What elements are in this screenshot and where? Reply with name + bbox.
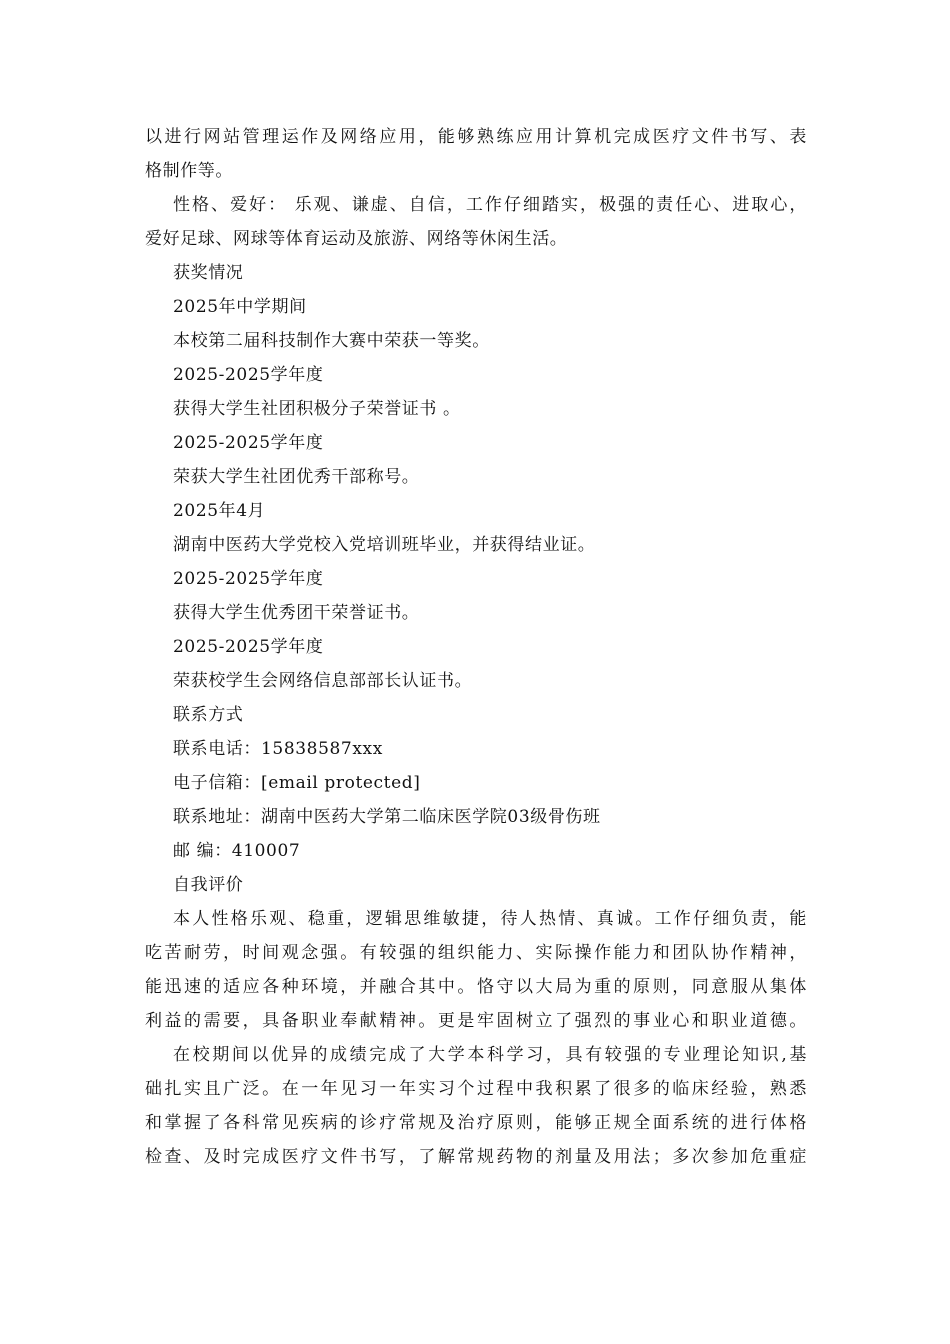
award-date: 2025-2025学年度	[173, 569, 324, 589]
paragraph-line: 础扎实且广泛。在一年见习一年实习个过程中我积累了很多的临床经验，熟悉	[145, 1079, 807, 1099]
award-date: 2025-2025学年度	[173, 433, 324, 453]
award-description: 本校第二届科技制作大赛中荣获一等奖。	[173, 331, 490, 351]
paragraph-line: 能迅速的适应各种环境，并融合其中。恪守以大局为重的原则，同意服从集体	[145, 977, 807, 997]
contact-postcode: 邮 编：410007	[173, 841, 301, 861]
section-heading-self-evaluation: 自我评价	[173, 875, 244, 895]
contact-email: 电子信箱：[email protected]	[173, 773, 421, 793]
document-page	[145, 120, 807, 1174]
award-date: 2025年4月	[173, 501, 266, 521]
award-date: 2025年中学期间	[173, 297, 307, 317]
award-description: 湖南中医药大学党校入党培训班毕业，并获得结业证。	[173, 535, 596, 555]
paragraph-line: 格制作等。	[145, 161, 233, 181]
section-heading-contact: 联系方式	[173, 705, 244, 725]
contact-phone: 联系电话：15838587xxx	[173, 739, 383, 759]
award-date: 2025-2025学年度	[173, 637, 324, 657]
section-heading-awards: 获奖情况	[173, 263, 244, 283]
paragraph-line: 和掌握了各科常见疾病的诊疗常规及治疗原则，能够正规全面系统的进行体格	[145, 1113, 807, 1133]
contact-address: 联系地址：湖南中医药大学第二临床医学院03级骨伤班	[173, 807, 601, 827]
award-description: 获得大学生社团积极分子荣誉证书 。	[173, 399, 461, 419]
paragraph-line: 以进行网站管理运作及网络应用，能够熟练应用计算机完成医疗文件书写、表	[145, 127, 807, 147]
paragraph-line: 本人性格乐观、稳重，逻辑思维敏捷，待人热情、真诚。工作仔细负责，能	[173, 909, 807, 929]
award-date: 2025-2025学年度	[173, 365, 324, 385]
paragraph-line: 性格、爱好： 乐观、谦虚、自信，工作仔细踏实，极强的责任心、进取心，	[173, 195, 807, 215]
paragraph-line: 利益的需要，具备职业奉献精神。更是牢固树立了强烈的事业心和职业道德。	[145, 1011, 807, 1031]
paragraph-line: 爱好足球、网球等体育运动及旅游、网络等休闲生活。	[145, 229, 568, 249]
paragraph-line: 检查、及时完成医疗文件书写，了解常规药物的剂量及用法；多次参加危重症	[145, 1147, 807, 1167]
award-description: 荣获大学生社团优秀干部称号。	[173, 467, 420, 487]
award-description: 荣获校学生会网络信息部部长认证书。	[173, 671, 473, 691]
award-description: 获得大学生优秀团干荣誉证书。	[173, 603, 420, 623]
paragraph-line: 在校期间以优异的成绩完成了大学本科学习，具有较强的专业理论知识,基	[173, 1045, 807, 1065]
paragraph-line: 吃苦耐劳，时间观念强。有较强的组织能力、实际操作能力和团队协作精神，	[145, 943, 807, 963]
